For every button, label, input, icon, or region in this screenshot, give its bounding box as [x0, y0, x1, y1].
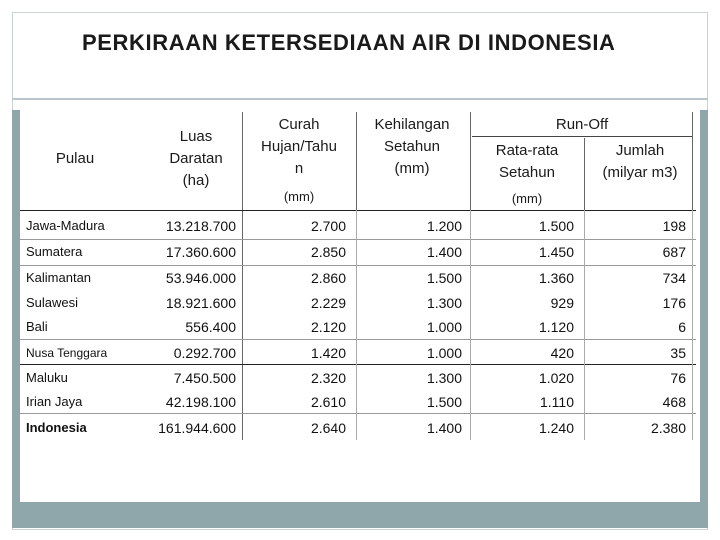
cell-jumlah: 734 [662, 270, 686, 286]
cell-rata-rata: 1.120 [538, 319, 574, 335]
cell-kehilangan: 1.400 [426, 420, 462, 436]
cell-kehilangan: 1.300 [426, 370, 462, 386]
column-divider [584, 210, 585, 440]
cell-curah: 2.229 [310, 295, 346, 311]
column-divider [692, 112, 693, 210]
table-row [20, 214, 700, 238]
cell-luas: 0.292.700 [173, 345, 236, 361]
cell-rata-rata: 1.020 [538, 370, 574, 386]
cell-kehilangan: 1.500 [426, 270, 462, 286]
column-divider [470, 112, 471, 210]
column-divider [356, 112, 357, 210]
table-row [20, 240, 700, 264]
table-row [20, 341, 700, 365]
cell-kehilangan: 1.000 [426, 319, 462, 335]
header-kehilangan: Kehilangan Setahun (mm) [374, 116, 450, 177]
cell-curah: 2.640 [310, 420, 346, 436]
cell-pulau: Irian Jaya [26, 394, 83, 409]
cell-pulau: Kalimantan [26, 270, 92, 285]
cell-kehilangan: 1.200 [426, 218, 462, 234]
cell-kehilangan: 1.300 [426, 295, 462, 311]
header-pulau: Pulau [55, 150, 95, 167]
cell-curah: 2.860 [310, 270, 346, 286]
cell-rata-rata: 1.240 [538, 420, 574, 436]
water-availability-table [20, 110, 700, 492]
cell-jumlah: 176 [662, 295, 686, 311]
header-rata-rata: Rata-rata Setahun [495, 142, 559, 181]
cell-curah: 2.320 [310, 370, 346, 386]
cell-rata-rata: 420 [550, 345, 574, 361]
cell-jumlah: 6 [678, 319, 686, 335]
cell-jumlah: 198 [662, 218, 686, 234]
run-off-underline [472, 136, 692, 137]
cell-pulau: Jawa-Madura [26, 218, 105, 233]
cell-luas: 161.944.600 [158, 420, 236, 436]
cell-jumlah: 76 [670, 370, 686, 386]
header-bottom-rule [20, 210, 696, 211]
left-accent-bar [12, 110, 20, 502]
cell-rata-rata: 929 [550, 295, 574, 311]
cell-pulau: Nusa Tenggara [26, 346, 108, 360]
header-jumlah: Jumlah (milyar m3) [602, 142, 678, 181]
header-luas-daratan: Luas Daratan (ha) [169, 128, 223, 189]
column-divider [692, 210, 693, 440]
cell-luas: 556.400 [185, 319, 236, 335]
table-row [20, 266, 700, 290]
cell-pulau: Maluku [26, 370, 68, 385]
cell-pulau: Sumatera [26, 244, 83, 259]
cell-kehilangan: 1.400 [426, 244, 462, 260]
cell-jumlah: 2.380 [650, 420, 686, 436]
row-divider [20, 413, 696, 414]
cell-rata-rata: 1.110 [540, 394, 574, 410]
cell-curah: 2.610 [310, 394, 346, 410]
page-title: PERKIRAAN KETERSEDIAAN AIR DI INDONESIA [82, 30, 616, 55]
column-divider [584, 138, 585, 210]
cell-kehilangan: 1.000 [426, 345, 462, 361]
cell-curah: 2.850 [310, 244, 346, 260]
column-divider [470, 210, 471, 440]
cell-luas: 7.450.500 [173, 370, 236, 386]
title-divider [12, 98, 708, 100]
cell-luas: 17.360.600 [165, 244, 236, 260]
cell-rata-rata: 1.360 [538, 270, 574, 286]
cell-luas: 18.921.600 [165, 295, 236, 311]
cell-pulau: Sulawesi [26, 295, 79, 310]
cell-jumlah: 687 [662, 244, 686, 260]
cell-pulau: Bali [26, 319, 48, 334]
cell-curah: 1.420 [310, 345, 346, 361]
cell-curah: 2.700 [310, 218, 346, 234]
table-row [20, 315, 700, 339]
header-run-off: Run-Off [555, 116, 609, 133]
cell-luas: 53.946.000 [165, 270, 236, 286]
cell-rata-rata: 1.450 [538, 244, 574, 260]
cell-pulau: Indonesia [26, 420, 87, 435]
header-curah-hujan: Curah Hujan/Tahu n [261, 116, 337, 177]
table-row [20, 390, 700, 414]
cell-luas: 13.218.700 [165, 218, 236, 234]
table-row [20, 366, 700, 390]
header-curah-unit: (mm) [283, 189, 315, 204]
cell-luas: 42.198.100 [165, 394, 236, 410]
table-row-total [20, 416, 700, 440]
cell-rata-rata: 1.500 [538, 218, 574, 234]
table-row [20, 291, 700, 315]
cell-curah: 2.120 [310, 319, 346, 335]
right-accent-bar [700, 110, 708, 502]
row-divider [20, 364, 696, 365]
bottom-accent-bar [12, 502, 708, 528]
row-divider [20, 339, 696, 340]
column-divider [356, 210, 357, 440]
header-rata-rata-unit: (mm) [511, 191, 543, 206]
cell-kehilangan: 1.500 [426, 394, 462, 410]
cell-jumlah: 35 [670, 345, 686, 361]
cell-jumlah: 468 [662, 394, 686, 410]
